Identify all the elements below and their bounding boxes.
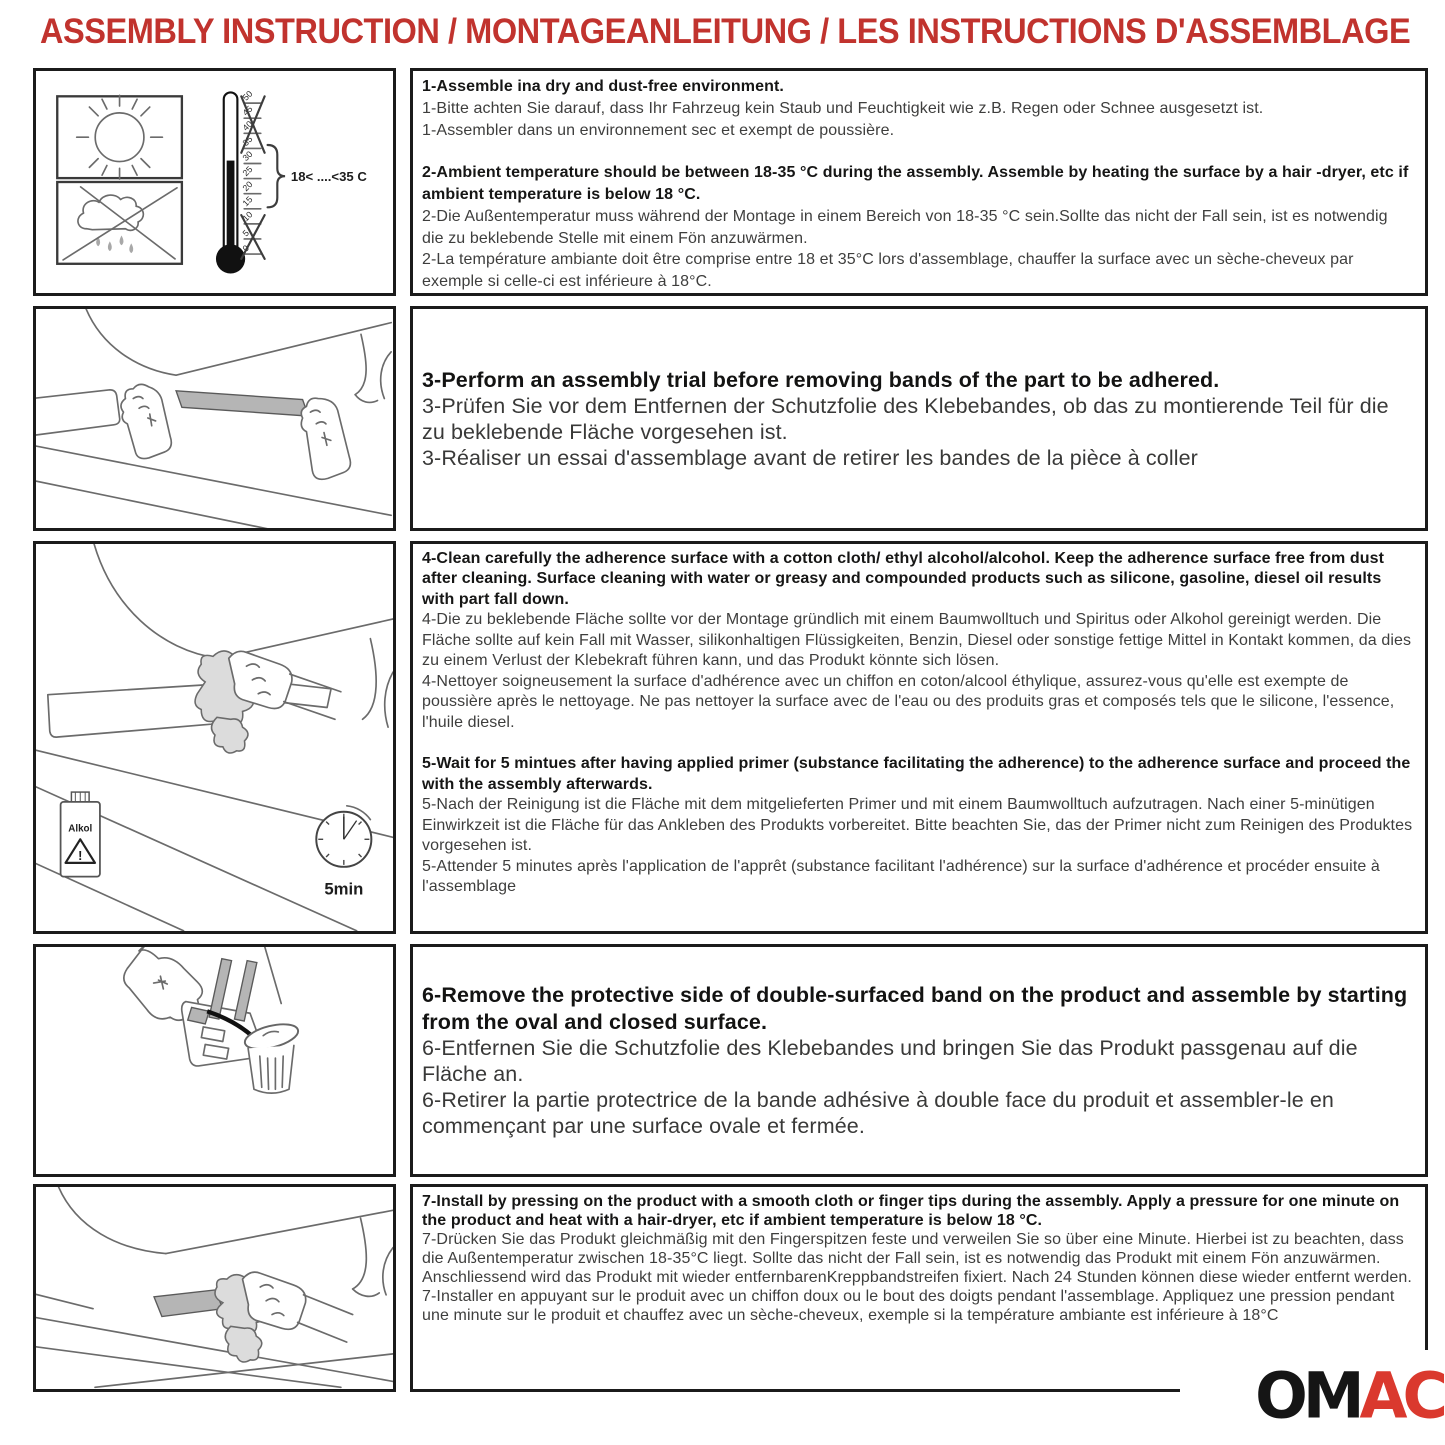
svg-text:40: 40 — [240, 118, 255, 133]
hand-pressing-cloth-icon — [215, 1272, 353, 1362]
step-5-en: 5-Wait for 5 mintues after having applied primer (substance facilitating the adherence) to the adherence surface and proceed the with the assembly afterwards. — [422, 755, 1411, 793]
step-7-fr: 7-Installer en appuyant sur le produit avec un chiffon doux ou le bout des doigts pendant l'assemblage. Appliquez une pression pendant une minute sur le produit et chauffez avec un sèche-cheveux, exemple si la température ambiante est inférieure à 18°C — [422, 1288, 1395, 1325]
omac-logo — [1180, 1350, 1443, 1442]
step-4-en: 4-Clean carefully the adherence surface with a cotton cloth/ ethyl alcohol/alcohol. Keep the adherence surface free from dust after cleaning. Surface cleaning with water or greasy and compounded products such as silicone, gasoline, diesel oil results with part fall down. — [422, 550, 1385, 608]
svg-text:45: 45 — [240, 103, 255, 118]
peeling-illustration — [36, 947, 393, 1174]
figure-remove-band — [33, 944, 396, 1177]
svg-text:20: 20 — [240, 179, 255, 194]
svg-text:50: 50 — [240, 88, 255, 103]
svg-text:15: 15 — [240, 194, 255, 209]
step-2-fr: 2-La température ambiante doit être comprise entre 18 et 35°C lors d'assemblage, chauffer la surface avec un sèche-cheveux par exemple si celle-ci est inférieure à 18°C. — [422, 251, 1354, 290]
step-7-de: 7-Drücken Sie das Produkt gleichmäßig mit den Fingerspitzen feste und verweilen Sie so über eine Minute. Hierbei ist zu beachten, dass die Außentemperatur zwischen 18-35°C liegt. Sollte das nicht der Fall sein, ist es notwendig das Produkt mit einem Fön anzuwärmen. Anschliessend wird das Produkt mit wieder entfernbarenKreppbandstreifen fixiert. Nach 24 Stunden können diese wieder entfernt werden. — [422, 1231, 1412, 1287]
step-6-fr: 6-Retirer la partie protectrice de la bande adhésive à double face du produit et assembler-le en commençant par une surface ovale et fermée. — [422, 1088, 1334, 1139]
brace — [268, 145, 286, 207]
svg-text:0: 0 — [240, 243, 252, 254]
step-1-fr: 1-Assembler dans un environnement sec et exempt de poussière. — [422, 121, 895, 139]
clock-label: 5min — [324, 879, 364, 899]
bottle-label: Alkol — [68, 823, 93, 835]
svg-text:5: 5 — [240, 227, 252, 239]
step-7-en: 7-Install by pressing on the product with a smooth cloth or finger tips during the assembly. Apply a pressure for one minute on the product and heat with a hair-dryer, etc if ambient temperature is below 18 °C. — [422, 1193, 1400, 1230]
sun-icon — [57, 95, 182, 179]
step-4-de: 4-Die zu beklebende Fläche sollte vor der Montage gründlich mit einem Baumwolltuch und Spiritus oder Alkohol gereinigt werden. Die Fläche sollte auf kein Fall mit Wasser, silikonhaltigen Flüssigkeiten, Benzin, Diesel oder sonstige fettige Mittel in Kontakt kommen, da dies zu einem Verlust der Klebekraft führen kann, und das Produkt könnte sich lösen. — [422, 611, 1412, 670]
step-3-fr: 3-Réaliser un essai d'assemblage avant de retirer les bandes de la pièce à coller — [422, 446, 1198, 471]
step-1-de: 1-Bitte achten Sie darauf, dass Ihr Fahrzeug kein Staub und Feuchtigkeit wie z.B. Regen oder Schnee ausgesetzt ist. — [422, 99, 1264, 117]
temperature-range-label: 18< ....<35 C — [290, 169, 367, 185]
svg-text:10: 10 — [240, 209, 255, 224]
svg-text:25: 25 — [240, 164, 255, 179]
figure-clean-primer — [33, 541, 396, 934]
step-5-de: 5-Nach der Reinigung ist die Fläche mit dem mitgelieferten Primer und mit einem Baumwolltuch aufzutragen. Nach einer 5-minütigen Einwirkzeit ist die Fläche für das Ankleben des Produkts vorbereitet. Bitte beachten Sie, das der Primer nicht zum Reinigen des Produktes vorgesehen ist. — [422, 796, 1413, 855]
figure-assembly-trial — [33, 306, 396, 531]
step-2-de: 2-Die Außentemperatur muss während der Montage in einem Bereich von 18-35 °C sein.Sollte das nicht der Fall sein, ist es notwendig die zu beklebende Stelle mit einem Fön anzuwärmen. — [422, 207, 1388, 247]
step-3-en: 3-Perform an assembly trial before removing bands of the part to be adhered. — [422, 367, 1220, 392]
step-6-en: 6-Remove the protective side of double-surfaced band on the product and assemble by starting from the oval and closed surface. — [422, 983, 1408, 1034]
omac-logo-black-part: OM — [1255, 1358, 1360, 1433]
page-title: ASSEMBLY INSTRUCTION / MONTAGEANLEITUNG / LES INSTRUCTIONS D'ASSEMBLAGE — [40, 12, 1411, 51]
pressing-illustration — [36, 1187, 393, 1389]
step-1-en: 1-Assemble ina dry and dust-free environment. — [422, 78, 784, 95]
step-4-fr: 4-Nettoyer soigneusement la surface d'adhérence avec un chiffon en coton/alcool éthylique, assurez-vous qu'elle est exempte de poussière après le nettoyage. Ne pas nettoyer la surface avec de l'eau ou des produits gras et composés tels que le silicone, l'essence, l'huile diesel. — [422, 672, 1395, 731]
omac-logo-red-part: AC — [1359, 1358, 1443, 1433]
clock-icon — [316, 806, 371, 899]
svg-text:!: ! — [78, 847, 83, 863]
hands-holding-trim-icon — [36, 309, 393, 528]
step-3-de: 3-Prüfen Sie vor dem Entfernen der Schutzfolie des Klebebandes, ob das zu montierende Teil für die zu beklebende Fläche vorgesehen ist. — [422, 393, 1389, 444]
section-4-5-text — [410, 541, 1428, 934]
section-1-2-text — [410, 68, 1428, 296]
svg-text:30: 30 — [240, 149, 255, 163]
left-hand — [121, 384, 171, 458]
right-hand — [301, 398, 350, 479]
alcohol-bottle-icon — [61, 792, 100, 877]
svg-text:35: 35 — [240, 133, 255, 148]
figure-environment — [33, 68, 396, 296]
environment-illustration — [36, 71, 393, 293]
no-rain-icon — [57, 182, 182, 264]
thermometer-icon — [216, 89, 367, 274]
step-6-de: 6-Entfernen Sie die Schutzfolie des Klebebandes und bringen Sie das Produkt passgenau auf die Fläche an. — [422, 1035, 1358, 1086]
cleaning-illustration — [36, 544, 393, 931]
step-2-en: 2-Ambient temperature should be between 18-35 °C during the assembly. Assemble by heating the surface by a hair -dryer, etc if ambient temperature is below 18 °C. — [422, 164, 1409, 203]
section-3-text — [410, 306, 1428, 531]
figure-press-install — [33, 1184, 396, 1392]
step-5-fr: 5-Attender 5 minutes après l'application de l'apprêt (substance facilitant l'adhérence) sur la surface d'adhérence et procéder ensuite à l'assemblage — [422, 857, 1380, 896]
hand-cleaning-cloth-icon — [195, 651, 341, 753]
section-6-text — [410, 944, 1428, 1177]
